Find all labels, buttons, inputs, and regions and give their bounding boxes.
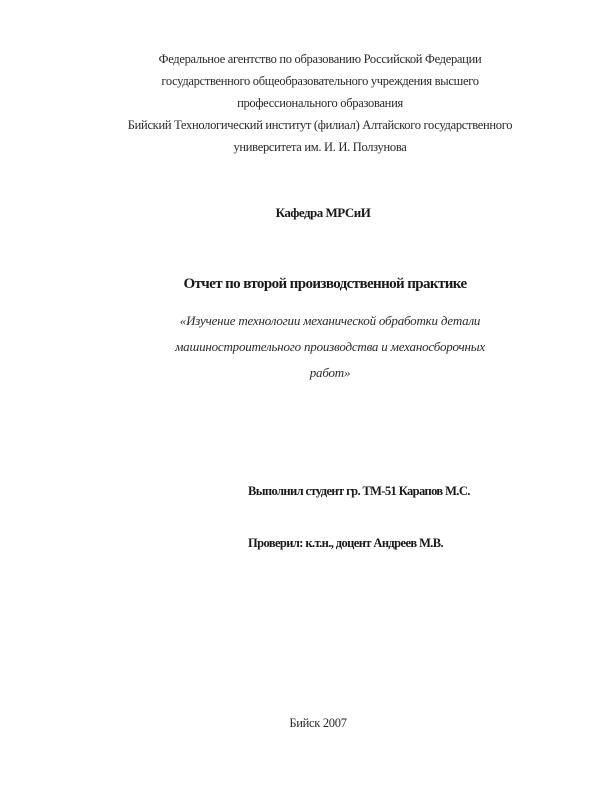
checked-by: Проверил: к.т.н., доцент Андреев М.В.	[248, 536, 444, 550]
topic-line-3: работ»	[309, 365, 351, 380]
header-line-ministry: Федеральное агентство по образованию Российской Федерации	[158, 52, 482, 66]
report-topic	[100, 308, 560, 386]
topic-line-2: машиностроительного производства и механосборочных	[175, 339, 485, 354]
institution-header	[100, 48, 540, 158]
city-year: Бийск 2007	[289, 716, 347, 730]
topic-line-1: «Изучение технологии механической обработки детали	[179, 313, 481, 328]
header-line-university: университета им. И. И. Ползунова	[233, 140, 407, 154]
header-line-institution-type: государственного общеобразовательного учреждения высшего	[161, 74, 479, 88]
header-line-institute: Бийский Технологический институт (филиал) Алтайского государственного	[127, 118, 513, 132]
performed-by: Выполнил студент гр. ТМ-51 Карапов М.С.	[248, 484, 470, 498]
report-title: Отчет по второй производственной практике	[183, 276, 467, 292]
header-line-education: профессионального образования	[237, 96, 403, 110]
department-name: Кафедра МРСиИ	[275, 205, 371, 220]
